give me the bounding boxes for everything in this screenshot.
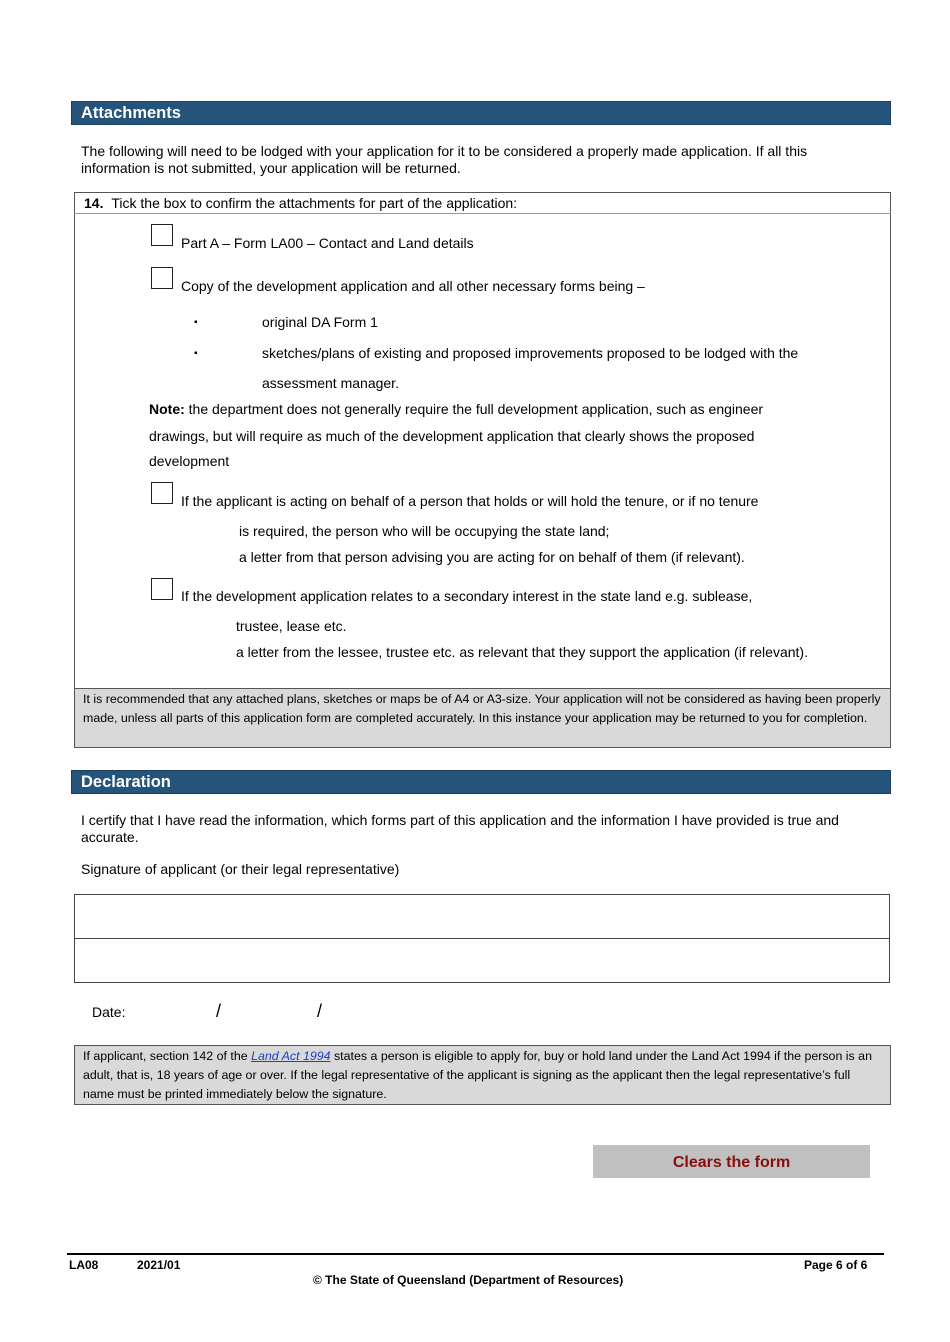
footer-form-code: LA08 [69,1258,99,1272]
clear-form-button[interactable]: Clears the form [593,1145,870,1178]
footer-divider [67,1253,884,1255]
land-act-link[interactable]: Land Act 1994 [251,1049,331,1063]
signature-name-field[interactable] [75,939,889,982]
bullet-da-form: original DA Form 1 [262,314,378,330]
bullet-sketches-line1: sketches/plans of existing and proposed improvements proposed to be lodged with the [262,345,799,361]
copy-da-checkbox[interactable] [151,267,173,289]
part-a-checkbox[interactable] [151,224,173,246]
footer-version: 2021/01 [137,1258,181,1272]
secondary-interest-checkbox[interactable] [151,578,173,600]
attachments-intro: The following will need to be lodged with your application for it to be considered a properly made application. If all this information is not submitted, your application will be returned. [81,143,808,176]
signature-box[interactable] [74,894,890,983]
note-label: Note: [149,401,185,417]
declaration-heading: Declaration [71,770,891,794]
divider [74,213,891,214]
land-act-note-start: If applicant, section 142 of the [83,1049,252,1063]
date-separator: / [317,1001,323,1021]
date-day-input[interactable] [135,998,210,1024]
question-number: 14. [84,195,104,211]
secondary-line3: a letter from the lessee, trustee etc. as relevant that they support the application (if relevant). [236,644,808,660]
behalf-checkbox[interactable] [151,482,173,504]
secondary-line1: If the development application relates to a secondary interest in the state land e.g. sublease, [181,588,753,604]
date-separator: / [216,1001,222,1021]
bullet-sketches-line2: assessment manager. [262,375,399,391]
signature-field[interactable] [75,895,889,939]
bullet-icon: ▪ [194,317,198,328]
note-line2: drawings, but will require as much of the development application that clearly shows the proposed [149,428,755,444]
note-line1 [149,401,763,417]
question-text: Tick the box to confirm the attachments for part of the application: [111,195,518,211]
behalf-line3: a letter from that person advising you are acting for on behalf of them (if relevant). [239,549,745,565]
date-label: Date: [92,1004,126,1020]
question-14-header [84,195,517,211]
recommendation-note: It is recommended that any attached plans, sketches or maps be of A4 or A3-size. Your application will not be considered as having been properly made, unless all parts of this application form are completed accurately. In this instance your application may be returned to you for completion. [74,688,891,748]
note-line3: development [149,453,230,469]
land-act-note-end: states a person is eligible to apply for, buy or hold land under the Land Act 1994 if the person is an adult, that is, 18 years of age or over. If the legal representative of the applicant is signing as the applicant then the legal representative’s full name must be printed immediately below the signature. [83,1049,872,1101]
certify-text: I certify that I have read the information, which forms part of this application and the information I have provided is true and accurate. [81,812,839,845]
footer-page-number: Page 6 of 6 [804,1258,868,1272]
date-month-input[interactable] [232,998,312,1024]
signature-label: Signature of applicant (or their legal representative) [81,861,400,877]
bullet-icon: ▪ [194,348,198,359]
attachments-heading: Attachments [71,101,891,125]
note-text: the department does not generally require the full development application, such as engineer [188,401,764,417]
behalf-line2: is required, the person who will be occupying the state land; [239,523,610,539]
part-a-label: Part A – Form LA00 – Contact and Land details [181,235,474,251]
behalf-line1: If the applicant is acting on behalf of a person that holds or will hold the tenure, or if no tenure [181,493,759,509]
date-year-input[interactable] [332,998,412,1024]
land-act-note [74,1045,891,1105]
copy-da-label: Copy of the development application and all other necessary forms being – [181,278,645,294]
secondary-line2: trustee, lease etc. [236,618,347,634]
footer-copyright: © The State of Queensland (Department of Resources) [313,1273,624,1287]
